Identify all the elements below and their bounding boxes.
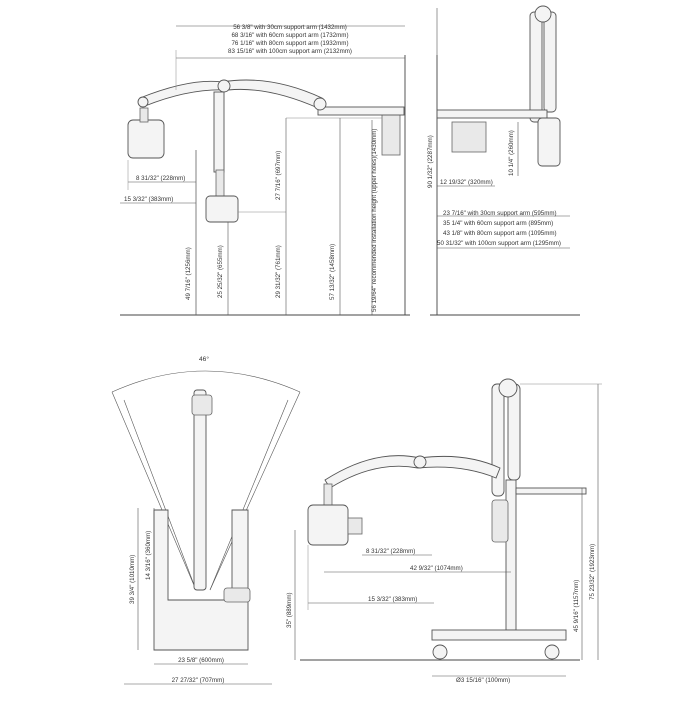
depth-label-3: 43 1/8" with 80cm support arm (1095mm) (443, 230, 557, 237)
head-depth-label: 15 3/32" (383mm) (124, 196, 174, 203)
control-box (452, 122, 486, 152)
span-label-1: 56 3/8" with 30cm support arm (1432mm) (233, 24, 347, 31)
height-1-label: 49 7/16" (1256mm) (185, 247, 192, 300)
height-6-label: 56 19/64" recommended installation height (upper holes)(1430mm) (371, 128, 378, 312)
rotation-line (210, 400, 288, 590)
tube-head-lower (206, 196, 238, 222)
height-b-label: 14 3/16" (360mm) (145, 530, 152, 580)
wall-plate (382, 113, 400, 155)
wall-mount-side-view (120, 24, 410, 315)
column-head (192, 395, 212, 415)
yoke-lower (216, 170, 224, 200)
stand-base (432, 630, 566, 640)
tube-head (538, 118, 560, 166)
support-arm (318, 107, 404, 115)
box-height-label: 10 1/4" (260mm) (508, 130, 515, 176)
arm-segment-2 (222, 80, 322, 108)
total-height-label: 75 23/32" (1923mm) (589, 543, 596, 600)
height-5-label: 57 13/32" (1458mm) (329, 243, 336, 300)
tube-head (308, 505, 348, 545)
angle-label: 46° (199, 356, 209, 363)
stand-column (194, 390, 206, 590)
yoke-left (140, 108, 148, 122)
wall-mount-front-view (427, 6, 580, 315)
box-width-label: 12 19/32" (320mm) (440, 179, 493, 186)
head-offset-label: 8 31/32" (228mm) (136, 175, 186, 182)
height-total-label: 90 1/32" (2287mm) (427, 135, 434, 188)
base-width-label: 23 5/8" (600mm) (178, 657, 224, 664)
tube-head-rotated (224, 588, 250, 602)
span-label-2: 68 3/16" with 60cm support arm (1732mm) (231, 32, 349, 39)
depth-label-2: 35 1/4" with 60cm support arm (895mm) (443, 220, 554, 227)
wheel (545, 645, 559, 659)
height-3-label: 27 7/16" (697mm) (275, 150, 282, 200)
folded-arm (544, 12, 556, 112)
arm-joint (499, 379, 517, 397)
arm-joint (414, 456, 426, 468)
arm-segment-2 (418, 456, 500, 478)
head-depth-label: 15 3/32" (383mm) (368, 596, 418, 603)
mobile-stand-side-view (286, 379, 602, 684)
wheel-diameter-label: Ø3 15/16" (100mm) (456, 677, 511, 684)
arm-segment-1 (325, 456, 420, 488)
folded-arm (508, 384, 520, 480)
drop-arm (214, 92, 224, 172)
collimator (348, 518, 362, 534)
depth-label-1: 23 7/16" with 30cm support arm (595mm) (443, 210, 557, 217)
arm-joint (535, 6, 551, 22)
mobile-stand-front-view (112, 355, 300, 684)
overall-width-label: 27 27/32" (707mm) (171, 677, 225, 684)
height-4-label: 29 31/32" (761mm) (275, 245, 282, 298)
tube-head-left (128, 120, 164, 158)
arm-joint (138, 97, 148, 107)
arm-joint (314, 98, 326, 110)
arm-joint (218, 80, 230, 92)
yoke (324, 484, 332, 508)
support-arm (437, 110, 547, 118)
depth-label-4: 50 31/32" with 100cm support arm (1295mm) (437, 240, 561, 247)
folded-arm (530, 12, 542, 122)
docked-head (492, 500, 508, 542)
height-2-label: 25 25/32" (655mm) (217, 245, 224, 298)
shelf (516, 488, 586, 494)
head-offset-label: 8 31/32" (228mm) (366, 548, 416, 555)
span-label-4: 83 15/16" with 100cm support arm (2132mm) (228, 48, 352, 55)
wheel (433, 645, 447, 659)
rotation-arc (112, 371, 300, 392)
span-label-3: 76 1/16" with 80cm support arm (1932mm) (231, 40, 349, 47)
height-a-label: 39 3/4" (1010mm) (129, 554, 136, 604)
reach-label: 42 9/32" (1074mm) (410, 565, 463, 572)
folded-arm (492, 384, 504, 496)
rotation-line (210, 392, 300, 590)
column-height-label: 45 9/16" (1157mm) (573, 579, 580, 632)
low-height-label: 35" (889mm) (286, 592, 293, 628)
